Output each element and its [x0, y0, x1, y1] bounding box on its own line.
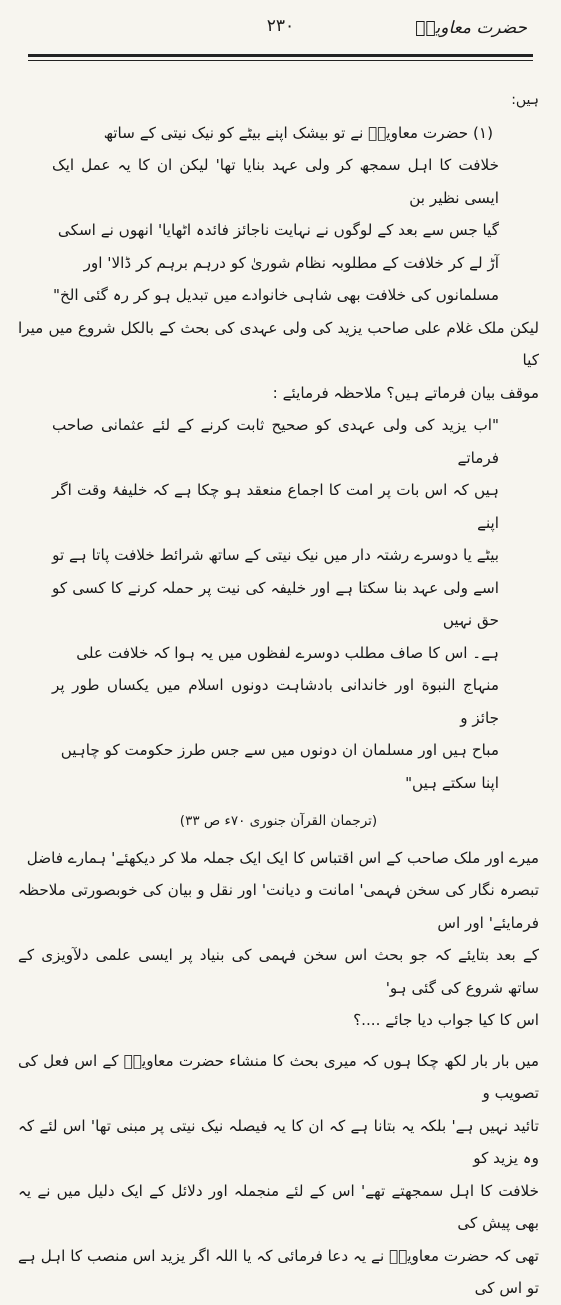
quote-block-2	[52, 409, 499, 799]
text-line: آڑ لے کر خلافت کے مطلوبہ نظام شوریٰ کو درہم برہم کر ڈالا' اور	[83, 253, 499, 272]
text-line: تبصرہ نگار کی سخن فہمی' امانت و دیانت' اور نقل و بیان کی خوبصورتی ملاحظہ فرمایئے' اور اس	[18, 881, 539, 932]
text-line: مسلمانوں کی خلافت بھی شاہی خانوادے میں تبدیل ہو کر رہ گئی الخ"	[52, 286, 499, 304]
citation: (ترجمان القرآن جنوری ۷۰ء ص ۳۳)	[179, 813, 378, 829]
header-rule-thick	[28, 54, 533, 57]
text-line: کے بعد بتایئے کہ جو بحث اس سخن فہمی کی بنیاد پر ایسی علمی دلآویزی کے ساتھ شروع کی گئی ہو'	[18, 946, 539, 997]
text-line: اسے ولی عہد بنا سکتا ہے اور خلیفہ کی نیت پر حملہ کرنے کا کسی کو حق نہیں	[52, 578, 499, 629]
text-line: لیکن ملک غلام علی صاحب یزید کی ولی عہدی کی بحث کے بالکل شروع میں میرا کیا	[18, 318, 539, 369]
text-line: مباح ہیں اور مسلمان ان دونوں میں سے جس طرز حکومت کو چاہیں	[60, 741, 499, 759]
text-line: موقف بیان فرماتے ہیں؟ ملاحظہ فرمایئے :	[272, 383, 539, 402]
text-line: ہے۔ اس کا صاف مطلب دوسرے لفظوں میں یہ ہوا کہ خلافت علی	[76, 643, 499, 662]
text-line: گیا جس سے بعد کے لوگوں نے نہایت ناجائز فائدہ اٹھایا' انھوں نے اسکی	[57, 221, 499, 239]
text-line: اس کا کیا جواب دیا جائے ....؟	[353, 1011, 539, 1029]
text-line: "اب یزید کی ولی عہدی کو صحیح ثابت کرنے کے لئے عثمانی صاحب فرماتے	[52, 416, 499, 467]
text-line: خلافت کا اہل سمجھ کر ولی عہد بنایا تھا' لیکن ان کا یہ عمل ایک ایسی نظیر بن	[52, 156, 499, 207]
text-line: میں بار بار لکھ چکا ہوں کہ میری بحث کا منشاء حضرت معاویہؓ کے اس فعل کی تصویب و	[18, 1051, 539, 1102]
paragraph-4	[18, 1045, 539, 1305]
page-number: ۲۳۰	[266, 16, 295, 36]
text-line: بیٹے یا دوسرے رشتہ دار میں نیک نیتی کے ساتھ شرائط خلافت پاتا ہے تو	[52, 546, 499, 564]
text-line: خلافت کا اہل سمجھتے تھے' اس کے لئے منجملہ اور دلائل کے ایک دلیل میں نے یہ بھی پیش کی	[18, 1181, 539, 1232]
quote-block-1	[52, 117, 499, 312]
header-rule-thin	[28, 60, 533, 61]
running-title: حضرت معاویہؓ	[415, 18, 527, 38]
page-body	[18, 84, 539, 1305]
text-line: منہاج النبوة اور خاندانی بادشاہت دونوں اسلام میں یکساں طور پر جائز و	[52, 676, 499, 727]
paragraph-3	[18, 842, 539, 1037]
text-line: میرے اور ملک صاحب کے اس اقتباس کا ایک ایک جملہ ملا کر دیکھئے' ہمارے فاضل	[26, 848, 539, 867]
section-heading: ہیں:	[511, 92, 539, 108]
text-line: (۱) حضرت معاویہؓ نے تو بیشک اپنے بیٹے کو نیک نیتی کے ساتھ	[103, 123, 493, 142]
paragraph-2	[18, 312, 539, 410]
text-line: ہیں کہ اس بات پر امت کا اجماع منعقد ہو چکا ہے کہ خلیفۂ وقت اگر اپنے	[52, 481, 499, 532]
text-line: تھی کہ حضرت معاویہؓ نے یہ دعا فرمائی کہ یا اللہ اگر یزید اس منصب کا اہل ہے تو اس کی	[18, 1246, 539, 1297]
text-line: تائید نہیں ہے' بلکہ یہ بتانا ہے کہ ان کا یہ فیصلہ نیک نیتی پر مبنی تھا' اس لئے کہ وہ یزید کو	[18, 1116, 539, 1167]
page-header	[28, 12, 533, 62]
text-line: اپنا سکتے ہیں"	[405, 773, 499, 792]
